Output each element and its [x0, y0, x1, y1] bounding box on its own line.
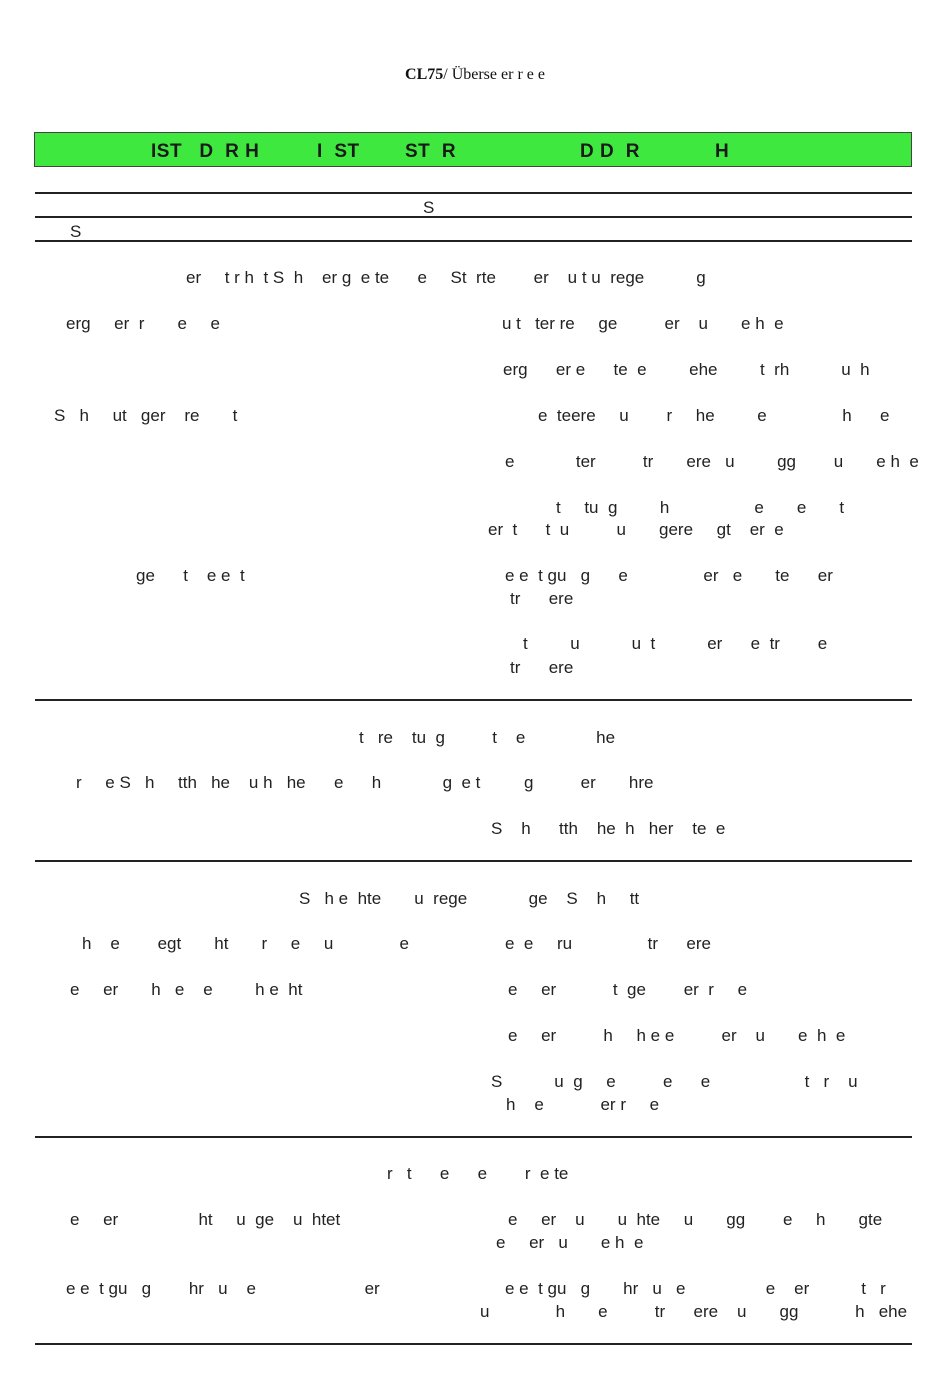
page-title [0, 66, 950, 84]
banner-col-1: IST D R H [151, 141, 260, 162]
row-value: S h tth he h her te e [491, 819, 726, 838]
divider [35, 860, 912, 862]
row-value: tr ere [510, 589, 574, 608]
section-heading: er t r h t S h er g e te e St rte er u t u rege g [186, 268, 706, 287]
row-label: e er ht u ge u htet [70, 1210, 341, 1229]
banner-col-5: H [715, 141, 730, 162]
row-value: e er h h e e er u e h e [508, 1026, 846, 1045]
banner-col-2: I ST [317, 141, 360, 162]
row-value: t tu g h e e t [556, 498, 845, 517]
row-value: e e t gu g e er e te er [505, 566, 833, 585]
subheader-label: S [70, 222, 82, 241]
row-value: u t ter re ge er u e h e [502, 314, 784, 333]
row-value: S u g e e e t r u [491, 1072, 858, 1091]
row-value: u h e tr ere u gg h ehe [480, 1302, 908, 1321]
divider [35, 1136, 912, 1138]
document-code: CL75 [405, 66, 444, 83]
divider [35, 192, 912, 194]
subheader-label: S [423, 198, 435, 217]
divider [35, 699, 912, 701]
row-value: e teere u r he e h e [538, 406, 890, 425]
row-label: e e t gu g hr u e er [66, 1279, 380, 1298]
section-heading: t re tu g t e he [359, 728, 616, 747]
banner-col-3: ST R [405, 141, 457, 162]
row-value: e e ru tr ere [505, 934, 711, 953]
row-label: e er h e e h e ht [70, 980, 303, 999]
divider [35, 240, 912, 242]
divider [35, 1343, 912, 1345]
row-value: erg er e te e ehe t rh u h [503, 360, 870, 379]
row-value: tr ere [510, 658, 574, 677]
row-value: t u u t er e tr e [523, 634, 828, 653]
section-heading: r t e e r e te [387, 1164, 569, 1183]
row-label: erg er r e e [66, 314, 220, 333]
row-label: ge t e e t [136, 566, 245, 585]
row-label: h e egt ht r e u e [82, 934, 409, 953]
row-value: e er t ge er r e [508, 980, 748, 999]
row-value: h e er r e [506, 1095, 660, 1114]
row-value: e er u e h e [496, 1233, 644, 1252]
row-value: e ter tr ere u gg u e h e [505, 452, 919, 471]
document-title: / Überse er r e e [443, 66, 545, 83]
section-heading: S h e hte u rege ge S h tt [299, 889, 640, 908]
section-banner [34, 132, 912, 167]
row-value: er t t u u gere gt er e [488, 520, 784, 539]
row-value: g er hre [524, 773, 654, 792]
row-value: e er u u hte u gg e h gte [508, 1210, 883, 1229]
banner-col-4: D D R [580, 141, 640, 162]
row-label: r e S h tth he u h he e h g e t [76, 773, 481, 792]
divider [35, 216, 912, 218]
row-value: e e t gu g hr u e e er t r [505, 1279, 886, 1298]
row-label: S h ut ger re t [54, 406, 238, 425]
